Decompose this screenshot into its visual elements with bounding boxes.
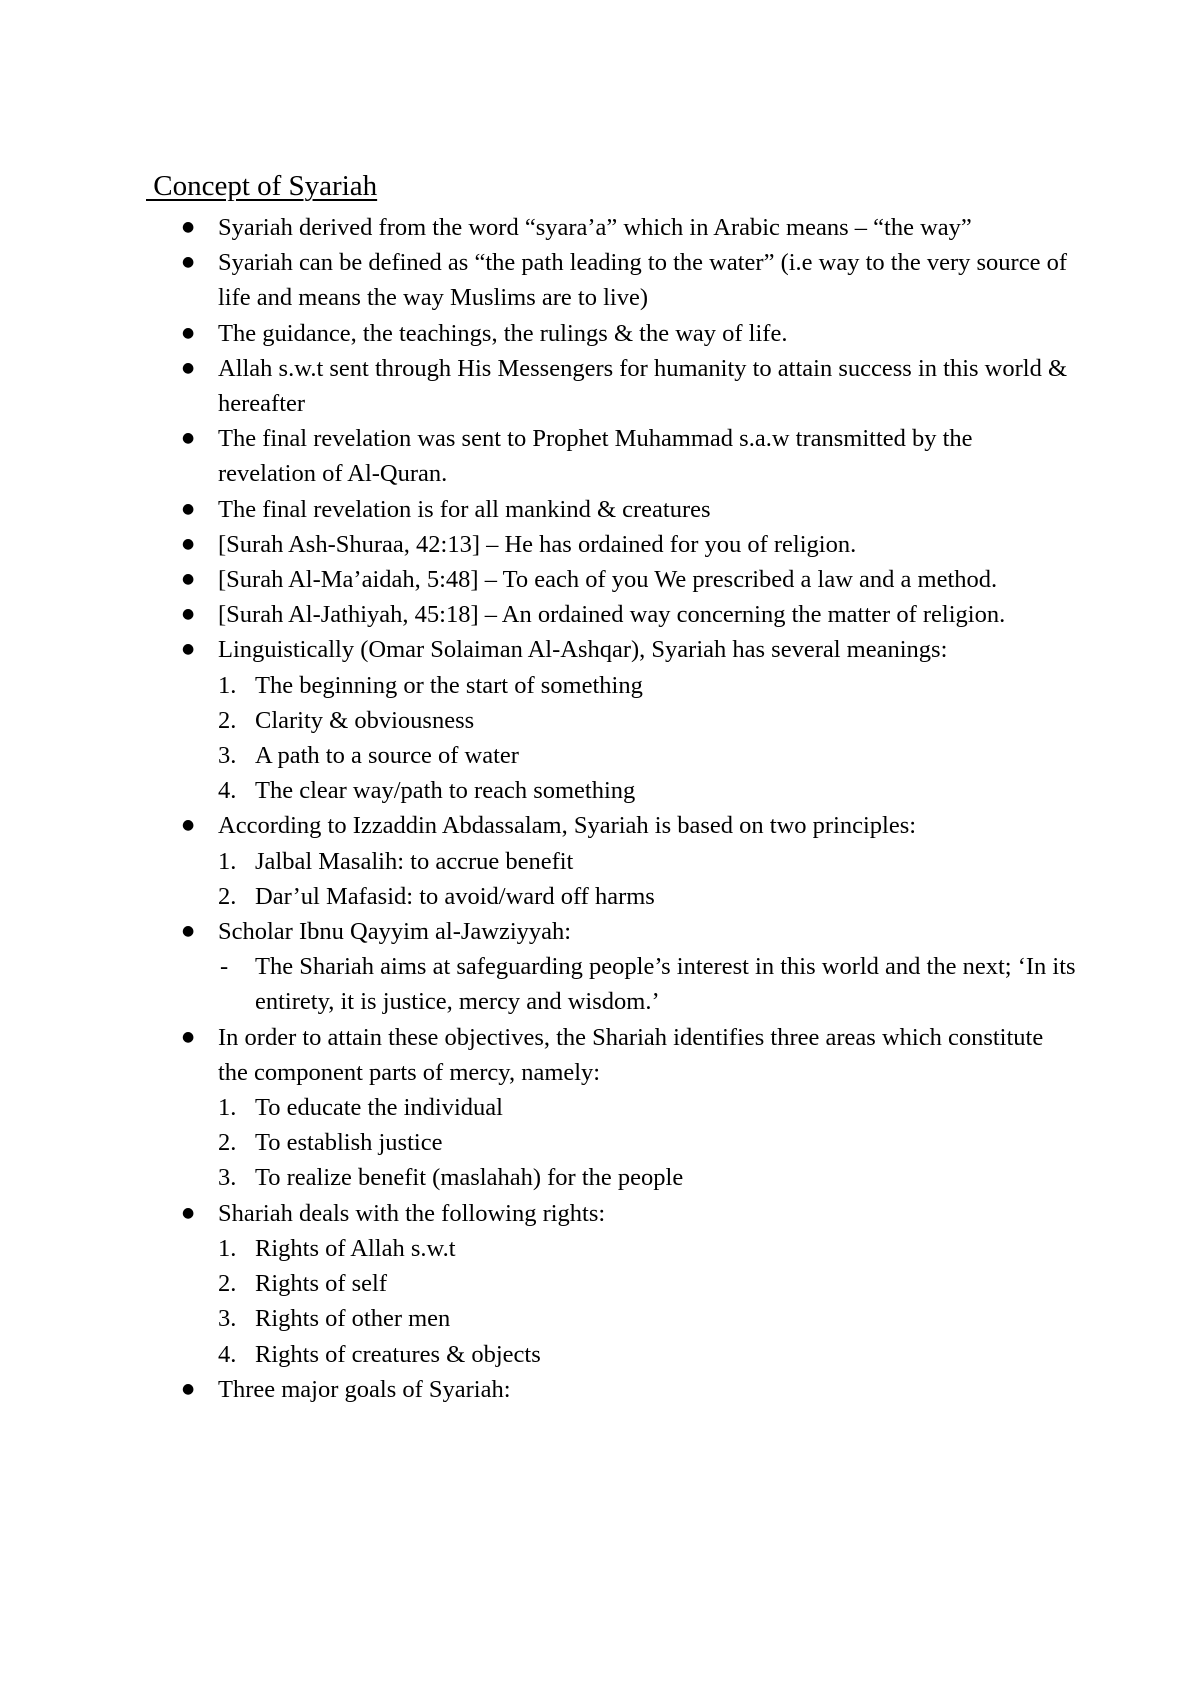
bullet-icon: ● [182,923,195,940]
list-item-text: The final revelation was sent to Prophet Muhammad s.a.w transmitted by the revelation of Al-Quran. [218,425,973,488]
item-number: 1. [218,1234,237,1262]
list-item [176,316,1076,351]
list-item [176,351,1076,421]
item-text: To educate the individual [255,1094,503,1122]
numbered-item [176,1090,1076,1125]
numbered-item [176,773,1076,808]
item-number: 3. [218,1164,237,1192]
list-item-text: Linguistically (Omar Solaiman Al-Ashqar), Syariah has several meanings: [218,636,948,664]
numbered-item [176,668,1076,703]
bullet-icon: ● [182,1380,195,1397]
list-item [176,421,1076,491]
numbered-item [176,1337,1076,1372]
list-item-text: In order to attain these objectives, the Shariah identifies three areas which constitute the component parts of mercy, namely: [218,1023,1044,1086]
list-item-text: Syariah derived from the word “syara’a” which in Arabic means – “the way” [218,214,972,241]
numbered-item [176,1266,1076,1301]
item-text: Jalbal Masalih: to accrue benefit [255,847,574,875]
numbered-item [176,738,1076,773]
list-item [176,597,1076,632]
bullet-icon: ● [182,430,195,447]
item-text: To establish justice [255,1129,443,1157]
list-item [176,1372,1076,1407]
numbered-item [176,703,1076,738]
list-item [176,210,1076,245]
list-item-text: [Surah Al-Ma’aidah, 5:48] – To each of you We prescribed a law and a method. [218,566,998,594]
item-number: 4. [218,777,237,805]
bullet-icon: ● [182,1028,195,1045]
item-text: Rights of other men [255,1305,451,1333]
item-number: 1. [218,1094,237,1122]
numbered-item [176,1301,1076,1336]
item-number: 1. [218,847,237,875]
numbered-item [176,844,1076,879]
list-item-text: Scholar Ibnu Qayyim al-Jawziyyah: [218,918,572,946]
bullet-icon: ● [182,641,195,658]
item-number: 4. [218,1340,237,1368]
item-number: 2. [218,1129,237,1157]
list-item [176,527,1076,562]
numbered-item [176,879,1076,914]
bullet-icon: ● [182,606,195,623]
list-item [176,1196,1076,1231]
item-text: Rights of Allah s.w.t [255,1234,456,1262]
list-item [176,1020,1076,1090]
page-title: Concept of Syariah [146,170,378,202]
bullet-icon: ● [182,1204,195,1221]
list-item [176,914,1076,949]
item-number: 2. [218,882,237,910]
item-number: 3. [218,742,237,770]
list-item-text: [Surah Ash-Shuraa, 42:13] – He has ordained for you of religion. [218,530,857,558]
numbered-item [176,1231,1076,1266]
bullet-icon: ● [182,219,195,235]
item-text: The beginning or the start of something [255,671,643,699]
bullet-icon: ● [182,817,195,834]
list-item [176,562,1076,597]
item-number: 1. [218,671,237,699]
list-item-text: According to Izzaddin Abdassalam, Syariah is based on two principles: [218,812,917,840]
item-text: Dar’ul Mafasid: to avoid/ward off harms [255,882,655,910]
bullet-icon: ● [182,254,195,271]
list-item-text: Syariah can be defined as “the path leading to the water” (i.e way to the very source of life and means the way Muslims are to live) [218,249,1067,312]
item-text: Rights of creatures & objects [255,1340,541,1368]
item-text: Rights of self [255,1270,388,1298]
dash-marker: - [220,953,229,981]
bullet-icon: ● [182,324,195,341]
item-text: Clarity & obviousness [255,706,475,734]
document-body [176,210,1076,1407]
numbered-item [176,1125,1076,1160]
item-text: A path to a source of water [255,742,519,770]
list-item [176,632,1076,667]
bullet-icon: ● [182,571,195,588]
list-item-text: Shariah deals with the following rights: [218,1199,606,1227]
item-number: 2. [218,706,237,734]
list-item-text: Allah s.w.t sent through His Messengers for humanity to attain success in this world & hereafter [218,354,1067,418]
bullet-icon: ● [182,535,195,552]
numbered-item [176,1160,1076,1195]
item-text: To realize benefit (maslahah) for the people [255,1164,684,1192]
list-item [176,492,1076,527]
item-number: 2. [218,1270,237,1298]
list-item-text: The final revelation is for all mankind & creatures [218,495,711,523]
list-item-text: Three major goals of Syariah: [218,1375,511,1403]
item-text: The clear way/path to reach something [255,777,636,805]
list-item-text: The guidance, the teachings, the rulings & the way of life. [218,319,788,347]
item-number: 3. [218,1305,237,1333]
dash-item [176,949,1076,1019]
quote-text: The Shariah aims at safeguarding people’s interest in this world and the next; ‘In its entirety, it is justice, mercy and wisdom.’ [255,953,1076,1016]
list-item [176,808,1076,843]
list-item-text: [Surah Al-Jathiyah, 45:18] – An ordained way concerning the matter of religion. [218,601,1006,629]
list-item [176,245,1076,315]
bullet-icon: ● [182,500,195,517]
bullet-icon: ● [182,359,195,376]
